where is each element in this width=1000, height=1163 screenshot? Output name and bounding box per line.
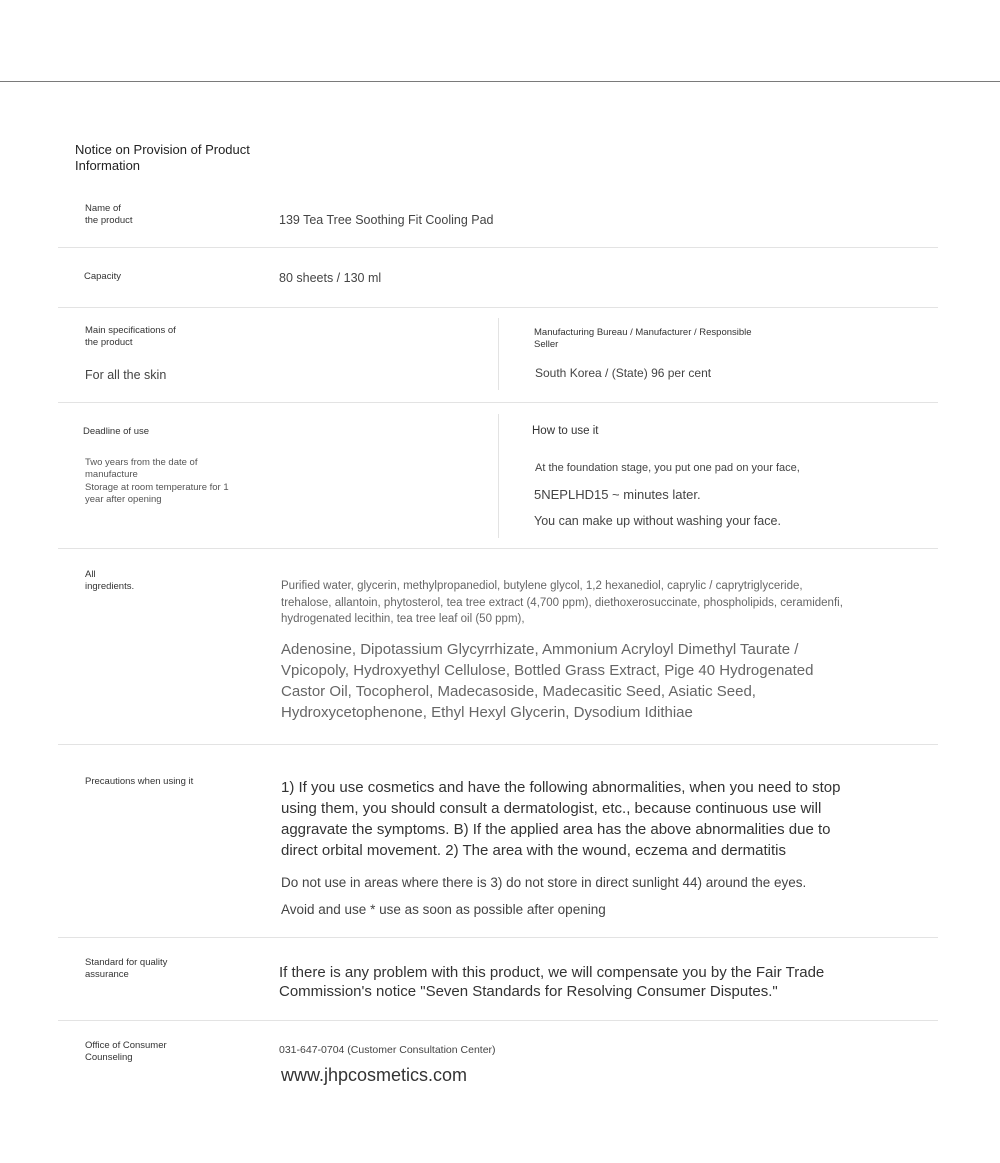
row-divider [58,744,938,745]
deadline-label: Deadline of use [83,426,150,437]
top-divider [0,81,1000,82]
name-label: Name of the product [85,203,133,226]
howto-label: How to use it [532,425,599,437]
howto-line2: 5NEPLHD15 ~ minutes later. [534,487,701,502]
ingredients-part2: Adenosine, Dipotassium Glycyrrhizate, Ammonium Acryloyl Dimethyl Taurate / Vpicopoly, Hydroxyethyl Cellulose, Bottled Grass Extract, Pige 40 Hydrogenated Castor Oil, Tocopherol, Madecasoside, Madecasitic Seed, Asiatic Seed, Hydroxycetophenone, Ethyl Hexyl Glycerin, Dysodium Idithiae [281,641,814,721]
specs-label: Main specifications of the product [85,325,176,348]
row-divider [58,307,938,308]
page-title: Notice on Provision of Product Information [75,142,250,173]
precautions-para1: 1) If you use cosmetics and have the following abnormalities, when you need to stop using them, you should consult a dermatologist, etc., because continuous use will aggravate the symptoms. B) If the applied area has the above abnormalities due to direct orbital movement. 2) The area with the wound, eczema and dermatitis [281,779,841,859]
deadline-line1: Two years from the date of manufacture [85,457,198,480]
row-divider [58,548,938,549]
manufacturer-value: South Korea / (State) 96 per cent [535,366,712,380]
column-divider [498,318,499,390]
row-divider [58,402,938,403]
row-divider [58,1020,938,1021]
name-value: 139 Tea Tree Soothing Fit Cooling Pad [279,213,494,227]
ingredients-part1: Purified water, glycerin, methylpropanediol, butylene glycol, 1,2 hexanediol, caprylic / caprytriglyceride, trehalose, allantoin, phytosterol, tea tree extract (4,700 ppm), diethoxerosuccinate, phospholipids, ceramidenfi, hydrogenated lecithin, tea tree leaf oil (50 ppm), [281,580,843,625]
howto-line3: You can make up without washing your face. [534,514,781,528]
manufacturer-label: Manufacturing Bureau / Manufacturer / Responsible Seller [534,327,752,350]
specs-value: For all the skin [85,368,167,382]
office-label: Office of Consumer Counseling [85,1040,167,1063]
deadline-line2: Storage at room temperature for 1 year after opening [85,482,229,505]
office-website-link[interactable]: www.jhpcosmetics.com [281,1065,468,1085]
capacity-value: 80 sheets / 130 ml [279,271,382,285]
office-phone: 031-647-0704 (Customer Consultation Center) [279,1044,496,1056]
precautions-label: Precautions when using it [85,776,194,787]
row-divider [58,937,938,938]
capacity-label: Capacity [84,271,121,282]
quality-value: If there is any problem with this product, we will compensate you by the Fair Trade Commission's notice "Seven Standards for Resolving Consumer Disputes." [279,964,825,1000]
row-divider [58,247,938,248]
precautions-line2: Do not use in areas where there is 3) do not store in direct sunlight 44) around the eyes. [281,875,807,890]
quality-label: Standard for quality assurance [85,957,168,980]
ingredients-label: All ingredients. [85,569,135,592]
howto-line1: At the foundation stage, you put one pad on your face, [535,462,800,474]
precautions-line3: Avoid and use * use as soon as possible after opening [281,902,606,917]
column-divider [498,414,499,538]
